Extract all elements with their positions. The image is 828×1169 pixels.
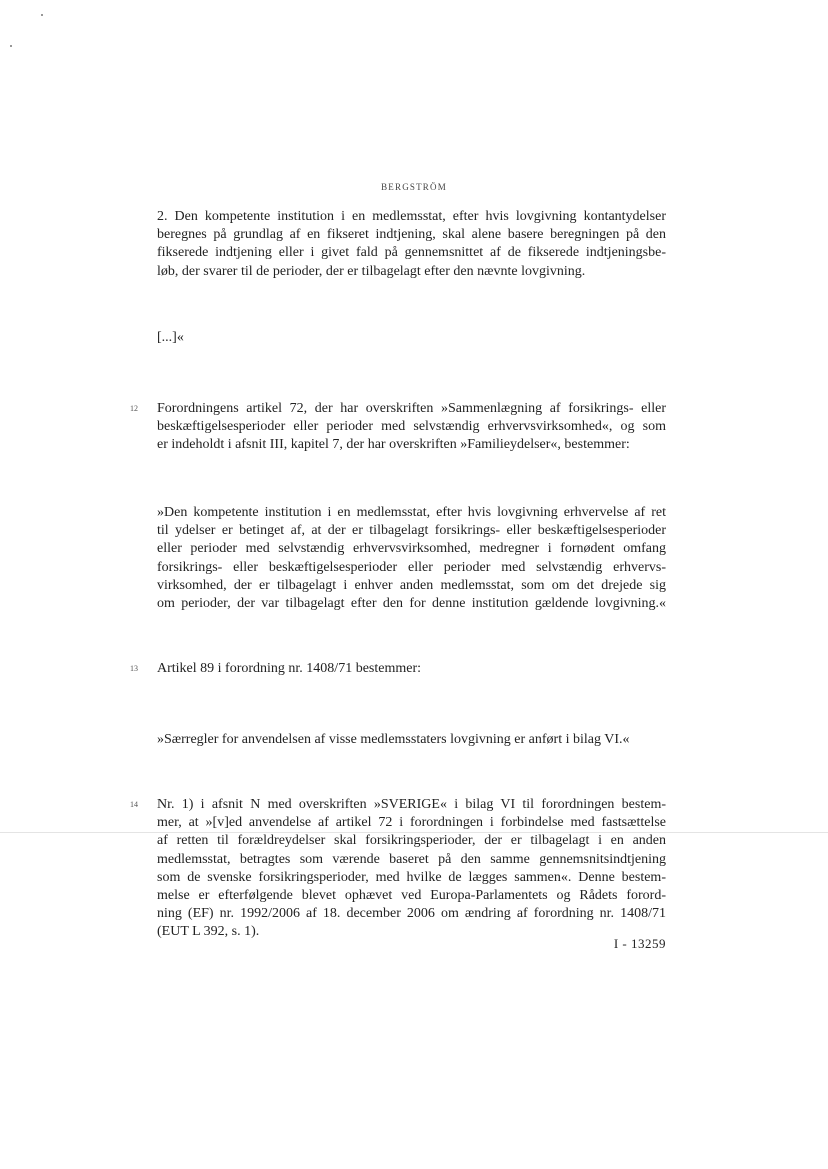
text-line: mer, at »[v]ed anvendelse af artikel 72 i forordningen i forbindelse med fastsættelse [157, 815, 666, 831]
text-line: Artikel 89 i forordning nr. 1408/71 bestemmer: [157, 661, 422, 676]
text-line: medlemsstat, betragtes som værende baseret på den samme gennemsnitsindtjening [157, 851, 666, 867]
text-line: om perioder, der var tilbagelagt efter den for denne institution gældende lovgivning.« [157, 596, 666, 612]
text-line: virksomhed, der er tilbagelagt i enhver anden medlemsstat, som om det drejede sig [157, 577, 666, 593]
text-line: fikserede indtjening eller i givet fald på gennemsnittet af de fikserede indtjeningsbe- [157, 245, 666, 261]
text-line: »Særregler for anvendelsen af visse medlemsstaters lovgivning er anført i bilag VI.« [157, 732, 630, 747]
text-line: ning (EF) nr. 1992/2006 af 18. december 2006 om ændring af forordning nr. 1408/71 [157, 906, 666, 922]
running-head: BERGSTRÖM [381, 182, 447, 192]
scan-speck [10, 45, 12, 47]
text-line: »Den kompetente institution i en medlemsstat, efter hvis lovgivning erhvervelse af ret [157, 505, 666, 520]
paragraph-number: 12 [130, 404, 138, 413]
article-text-paragraph-2 [157, 208, 666, 281]
text-line: af retten til forældreydelser skal forsikringsperioder, der er tilbagelagt i en anden [157, 833, 666, 849]
page-number: I - 13259 [613, 936, 666, 951]
text-line: Forordningens artikel 72, der har overskriften »Sammenlægning af forsikrings- eller [157, 401, 666, 416]
text-line: melse er efterfølgende blevet ophævet ved Europa-Parlamentets og Rådets forord- [157, 888, 666, 904]
text-line: 2. Den kompetente institution i en medlemsstat, efter hvis lovgivning kontantydelser [157, 209, 666, 224]
quote-article-89 [157, 731, 666, 749]
text-line: beregnes på grundlag af en fikseret indtjening, skal alene basere beregningen på den [157, 227, 666, 243]
paragraph-14 [157, 796, 666, 942]
text-line: forsikrings- eller beskæftigelsesperioder eller perioder med selvstændig erhvervs- [157, 559, 666, 575]
paragraph-number: 13 [130, 664, 138, 673]
text-line: eller perioder med selvstændig erhvervsvirksomhed, medregner i fornødent omfang [157, 541, 666, 557]
text-line: til ydelser er betinget af, at der er tilbagelagt forsikrings- eller beskæftigelsesperioder [157, 523, 666, 539]
text-line: er indeholdt i afsnit III, kapitel 7, der har overskriften »Familieydelser«, bestemmer: [157, 437, 630, 453]
scan-speck [41, 14, 43, 16]
text-line: (EUT L 392, s. 1). [157, 924, 260, 940]
paragraph-number: 14 [130, 800, 138, 809]
text-line: som de svenske forsikringsperioder, med hvilke de lægges sammen«. Denne bestem- [157, 869, 666, 885]
quote-article-72 [157, 504, 666, 613]
paragraph-13 [157, 660, 666, 678]
text-line: løb, der svarer til de perioder, der er tilbagelagt efter den nævnte lovgivning. [157, 263, 586, 279]
paragraph-12 [157, 400, 666, 455]
ellipsis-text: [...]« [157, 330, 184, 345]
text-line: Nr. 1) i afsnit N med overskriften »SVERIGE« i bilag VI til forordningen bestem- [157, 797, 666, 812]
text-line: beskæftigelsesperioder eller perioder med selvstændig erhvervsvirksomhed«, og som [157, 419, 666, 435]
